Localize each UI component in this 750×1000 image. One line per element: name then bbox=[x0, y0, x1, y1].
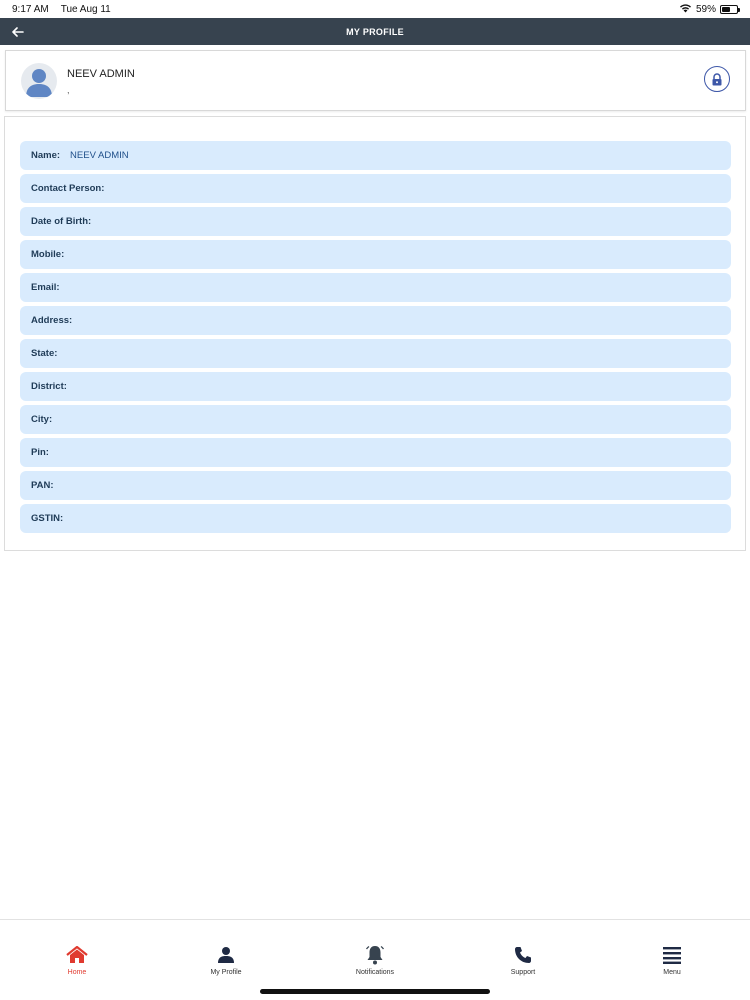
home-indicator[interactable] bbox=[260, 989, 490, 994]
field-pin bbox=[20, 438, 731, 467]
nav-label: Home bbox=[67, 969, 87, 976]
field-label: Pin: bbox=[31, 447, 49, 458]
page-title: MY PROFILE bbox=[346, 26, 404, 37]
change-password-button[interactable] bbox=[704, 66, 730, 92]
profile-subtitle: , bbox=[67, 85, 70, 95]
nav-label: Menu bbox=[663, 969, 681, 976]
user-avatar-icon bbox=[21, 63, 57, 99]
status-bar bbox=[0, 0, 750, 18]
person-icon bbox=[215, 945, 237, 965]
field-contact-person bbox=[20, 174, 731, 203]
profile-details-card bbox=[4, 116, 746, 551]
profile-name: NEEV ADMIN bbox=[67, 68, 135, 80]
nav-menu[interactable] bbox=[627, 945, 717, 976]
battery-level-fill bbox=[722, 7, 730, 12]
field-date-of-birth bbox=[20, 207, 731, 236]
nav-home[interactable] bbox=[32, 945, 122, 976]
wifi-icon bbox=[679, 3, 692, 16]
back-button[interactable] bbox=[8, 22, 28, 42]
field-label: Address: bbox=[31, 315, 73, 326]
field-label: Email: bbox=[31, 282, 60, 293]
status-time: 9:17 AM bbox=[12, 3, 49, 15]
nav-label: Support bbox=[510, 969, 536, 976]
bell-icon bbox=[364, 945, 386, 965]
field-label: Date of Birth: bbox=[31, 216, 92, 227]
field-district bbox=[20, 372, 731, 401]
field-label: State: bbox=[31, 348, 58, 359]
app-bar bbox=[0, 18, 750, 45]
field-label: PAN: bbox=[31, 480, 54, 491]
arrow-left-icon bbox=[12, 27, 24, 37]
phone-icon bbox=[512, 945, 534, 965]
profile-header-card bbox=[5, 50, 746, 111]
field-value: NEEV ADMIN bbox=[70, 150, 129, 161]
home-icon bbox=[66, 945, 88, 965]
field-name bbox=[20, 141, 731, 170]
bottom-navigation bbox=[0, 919, 750, 1000]
battery-percent: 59% bbox=[695, 3, 716, 15]
field-state bbox=[20, 339, 731, 368]
nav-notifications[interactable] bbox=[330, 945, 420, 976]
field-label: City: bbox=[31, 414, 53, 425]
nav-support[interactable] bbox=[478, 945, 568, 976]
nav-label: My Profile bbox=[210, 969, 242, 976]
field-address bbox=[20, 306, 731, 335]
field-label: Mobile: bbox=[31, 249, 65, 260]
field-city bbox=[20, 405, 731, 434]
field-pan bbox=[20, 471, 731, 500]
nav-my-profile[interactable] bbox=[181, 945, 271, 976]
field-label: Name: bbox=[31, 150, 61, 161]
field-label: District: bbox=[31, 381, 67, 392]
battery-icon bbox=[720, 5, 738, 14]
field-mobile bbox=[20, 240, 731, 269]
field-gstin bbox=[20, 504, 731, 533]
hamburger-menu-icon bbox=[661, 945, 683, 965]
field-label: GSTIN: bbox=[31, 513, 64, 524]
nav-label: Notifications bbox=[355, 969, 395, 976]
field-label: Contact Person: bbox=[31, 183, 105, 194]
field-email bbox=[20, 273, 731, 302]
lock-icon bbox=[711, 73, 723, 86]
status-date: Tue Aug 11 bbox=[60, 3, 111, 15]
